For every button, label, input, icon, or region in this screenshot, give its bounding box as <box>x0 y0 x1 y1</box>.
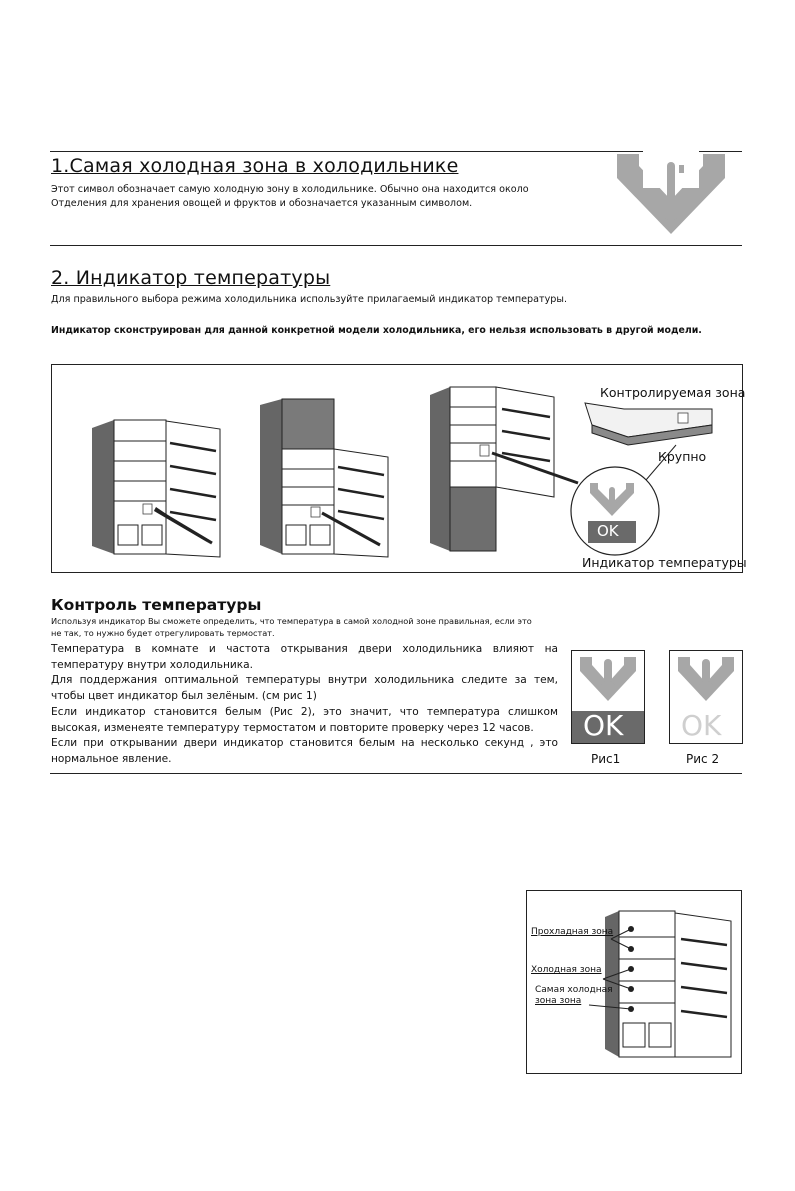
section1-line2: Отделения для хранения овощей и фруктов и обозначается указанным символом. <box>51 198 473 209</box>
divider-1 <box>50 245 742 246</box>
control-p3: Если индикатор становится белым (Рис 2), это значит, что температура слишком высокая, изменеяте температуру термостатом и повторите проверку через 12 часов. <box>51 705 558 734</box>
closeup-label: Крупно <box>658 449 707 464</box>
indicator-fig2 <box>669 650 743 744</box>
zone-coldest-label-2: зона зона <box>535 996 582 1006</box>
divider-bottom <box>50 773 742 774</box>
fig1-label: Рис1 <box>591 752 621 766</box>
indicator-fig1-ok: OK <box>583 709 624 742</box>
section2-line1: Для правильного выбора режима холодильника используйте прилагаемый индикатор температуры. <box>51 294 567 305</box>
fridge-c-illustration <box>430 387 578 551</box>
zone-cold-label: Холодная зона <box>531 965 602 975</box>
zone-cool-label: Прохладная зона <box>531 927 614 937</box>
control-small-line2: не так, то нужно будет отрегулировать термостат. <box>51 628 275 638</box>
figure-zones <box>526 890 742 1074</box>
control-title: Контроль температуры <box>51 596 262 614</box>
section1-line1: Этот символ обозначает самую холодную зону в холодильнике. Обычно она находится около <box>51 184 529 195</box>
fridge-b-illustration <box>260 399 388 557</box>
section2-title: 2. Индикатор температуры <box>51 267 331 289</box>
control-p1: Температура в комнате и частота открывания двери холодильника влияют на температуру внутри холодильника. <box>51 643 558 671</box>
fridge-a-illustration <box>92 420 220 557</box>
indicator-fig1 <box>571 650 645 744</box>
section1-title: 1.Самая холодная зона в холодильнике <box>51 155 459 177</box>
fig2-label: Рис 2 <box>686 752 720 766</box>
figure-fridges <box>51 364 747 573</box>
control-text <box>51 642 558 768</box>
controlled-zone-label: Контролируемая зона <box>600 385 746 400</box>
controlled-zone-drawer <box>585 403 712 445</box>
indicator-label: Индикатор температуры <box>582 555 747 570</box>
zone-coldest-label-1: Самая холодная <box>535 985 613 995</box>
control-p4: Если при открывании двери индикатор становится белым на несколько секунд , это нормальное явление. <box>51 737 558 765</box>
control-p2: Для поддержания оптимальной температуры внутри холодильника следите за тем, чтобы цвет индикатор был зелёным. (см рис 1) <box>51 674 558 703</box>
closeup-ok-text: OK <box>597 522 619 540</box>
control-small-line1: Используя индикатор Вы сможете определить, что температура в самой холодной зоне правильная, если это <box>51 616 532 626</box>
indicator-fig2-ok: OK <box>681 709 722 742</box>
coldest-zone-symbol-icon <box>614 150 728 238</box>
section2-note: Индикатор сконструирован для данной конкретной модели холодильника, его нельзя использовать в другой модели. <box>51 325 702 336</box>
